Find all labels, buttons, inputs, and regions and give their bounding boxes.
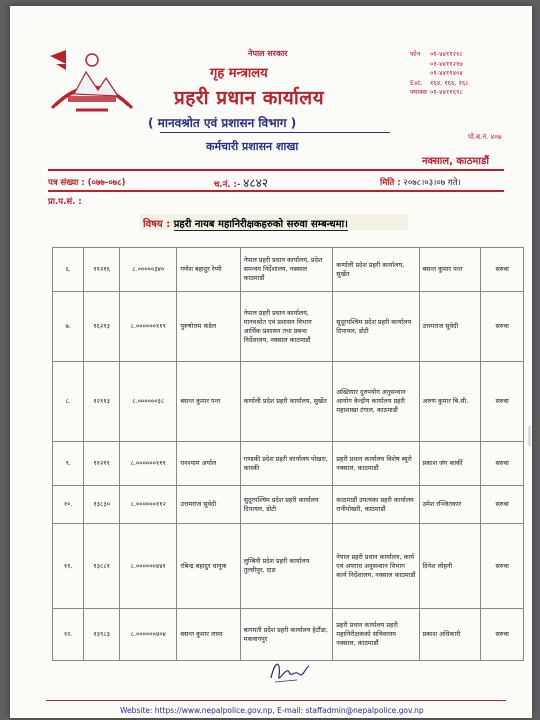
government-name: नेपाल सरकार xyxy=(248,49,288,58)
cell-sn: ९. xyxy=(53,442,84,486)
contact-value: ०१-४४११२१७ xyxy=(430,59,463,68)
pps-label: प्रा.प.सं. : xyxy=(48,197,82,207)
cell-from: नेपाल प्रहरी प्रधान कार्यालय, मानवश्रोत एवं प्रशासन विभाग आर्थिक प्रशासन तथा प्रबन्ध निर्देशालय, नक्साल काठमाडौं xyxy=(240,292,333,362)
cell-to: अख्तियार दुरुपयोग अनुसन्धान आयोग केन्द्रीय कार्यालय प्रहरी महाशाखा टंगाल, काठमाडौं xyxy=(333,362,419,442)
cell-to: काठमाडौं उपत्यका प्रहरी कार्यालय रानीपोखरी, काठमाडौं xyxy=(333,486,419,524)
cell-from: कर्णाली प्रदेश प्रहरी कार्यालय, सुर्खेत xyxy=(240,362,333,442)
subject-text: प्रहरी नायब महानिरीक्षकहरुको सरुवा सम्बन्धमा। xyxy=(173,219,348,230)
cell-code: ८.००००००११९ xyxy=(120,292,177,362)
footer-contact: Website: https://www.nepalpolice.gov.np, E-mail: staffadmin@nepalpolice.gov.np xyxy=(120,706,424,715)
cell-from: लुम्बिनी प्रदेश प्रहरी कार्यालय तुल्सीपुर, दाङ xyxy=(240,524,333,609)
cell-name: पुरुषोत्तम कंडेल xyxy=(177,292,240,362)
table-row xyxy=(53,609,524,661)
contact-row xyxy=(410,88,469,98)
table-row xyxy=(53,292,524,362)
table-row xyxy=(53,442,524,486)
contact-value: १६४, १६६, १६८ xyxy=(430,78,469,87)
footer-divider xyxy=(46,700,506,701)
cell-by: बसन्त कुमार पन्त xyxy=(419,248,481,292)
po-box: पो.ब.नं. ४०७ xyxy=(468,133,502,141)
subject-line xyxy=(143,216,348,230)
contact-label: Ext. xyxy=(410,78,423,87)
cell-status: सरुवा xyxy=(481,442,524,486)
division-name: ( मानवश्रोत एवं प्रशासन विभाग ) xyxy=(148,116,297,130)
signature-icon xyxy=(267,656,311,686)
letter-page xyxy=(10,6,532,718)
contact-value: ०१-४४११६९८ xyxy=(430,88,463,96)
cell-id: १३८३० xyxy=(84,486,120,524)
ministry-name: गृह मन्त्रालय xyxy=(210,66,268,81)
cell-name: घनश्याम अर्याल xyxy=(177,442,240,486)
cell-code: ८.००००००११९ xyxy=(120,442,177,486)
cell-from: सुदूरपश्चिम प्रदेश प्रहरी कार्यालय दिपायल, डोटी xyxy=(240,486,333,524)
cell-id: १६२१३ xyxy=(84,292,120,362)
cell-sn: १०. xyxy=(53,486,84,524)
contact-row xyxy=(410,79,469,89)
cell-status: सरुवा xyxy=(481,486,524,524)
cell-from: नेपाल प्रहरी प्रधान कार्यालय, प्रदेश समन्वय निर्देशालय, नक्साल काठमाडौं xyxy=(240,248,333,292)
cell-id: १३८८१ xyxy=(84,524,120,609)
cell-id: ११२१६ xyxy=(84,248,120,292)
cell-sn: ७. xyxy=(53,292,84,362)
contact-label: फ्याक्स xyxy=(410,88,427,96)
meta-divider xyxy=(48,190,504,192)
subject-label: विषय : xyxy=(143,219,171,230)
contact-value: ०१-४४११४०४ xyxy=(430,69,463,77)
cell-to: कर्णाली प्रदेश प्रहरी कार्यालय, सुर्खेत xyxy=(333,248,419,292)
header-divider xyxy=(48,169,504,171)
transfer-table xyxy=(52,247,524,661)
cell-to: प्रहरी प्रधान कार्यालय प्रहरी महानिरीक्षकको सचिवालय नक्साल, काठमाडौं xyxy=(333,609,419,661)
table-row xyxy=(53,524,524,609)
cell-name: रबिन्द्र बहादुर धानुक xyxy=(177,524,240,609)
cell-to: प्रहरी प्रधान कार्यालय विशेष ब्यूरो नक्साल, काठमाडौं xyxy=(333,442,419,486)
cell-name: बसन्त कुमार लामा xyxy=(177,609,240,661)
cell-status: सरुवा xyxy=(481,248,524,292)
table-row xyxy=(53,486,524,524)
letter-date: मिति : २०७८।०३।०७ गते। xyxy=(380,178,461,188)
cell-sn: ८. xyxy=(53,362,84,442)
cell-code: ८.००००००४०४ xyxy=(120,609,177,661)
cell-by: अरुण कुमार बि.सी. xyxy=(419,362,481,442)
cell-id: १३९८३ xyxy=(84,609,120,661)
contact-block xyxy=(410,50,469,98)
cell-sn: १२. xyxy=(53,609,84,661)
cell-status: सरुवा xyxy=(481,609,524,661)
cell-by: उत्तमराज सुवेदी xyxy=(419,292,481,362)
dispatch-number: च.नं. :- ४८४२ xyxy=(214,176,269,190)
cell-status: सरुवा xyxy=(481,292,524,362)
cell-code: ८.००००००११२ xyxy=(120,486,177,524)
cell-status: सरुवा xyxy=(481,524,524,609)
division-divider xyxy=(160,132,390,133)
cell-by: प्रकाश जंग कार्की xyxy=(419,442,481,486)
page-fold-mark xyxy=(528,426,531,446)
cell-to: नेपाल प्रहरी प्रधान कार्यालय, कार्य एवं अपराध अनुसन्धान विभाग कार्य निर्देशालय, नक्साल काठमाडौं xyxy=(333,524,419,609)
contact-value: ०१-४४११२१८ xyxy=(430,50,463,58)
cell-sn: ११. xyxy=(53,524,84,609)
contact-row xyxy=(410,69,469,79)
table-row xyxy=(53,362,524,442)
contact-row xyxy=(410,50,469,60)
cell-name: उत्तमराज सुवेदी xyxy=(177,486,240,524)
cell-from: बागमती प्रदेश प्रहरी कार्यालय हेटौंडा, मकवानपुर xyxy=(240,609,333,661)
cell-by: दिनेश लोहनी xyxy=(419,524,481,609)
cell-to: सुदूरपश्चिम प्रदेश प्रहरी कार्यालय दिपायल, डोटी xyxy=(333,292,419,362)
table-row xyxy=(53,248,524,292)
cell-by: उमेश रञ्जितकार xyxy=(419,486,481,524)
cell-code: ८.०००००३४० xyxy=(120,248,177,292)
nepal-emblem-icon xyxy=(46,46,138,118)
cell-status: सरुवा xyxy=(481,362,524,442)
contact-label: फोन xyxy=(410,50,421,58)
office-name: प्रहरी प्रधान कार्यालय xyxy=(174,87,325,109)
cell-code: ८.००००००३८ xyxy=(120,362,177,442)
contact-row xyxy=(410,60,469,70)
ref-label: पत्र संख्या : (०७७-०७८) xyxy=(48,178,126,188)
section-name: कर्मचारी प्रशासन शाखा xyxy=(206,140,299,153)
cell-id: १२११३ xyxy=(84,362,120,442)
cell-by: प्रकाश अधिकारी xyxy=(419,609,481,661)
cell-sn: ६. xyxy=(53,248,84,292)
cell-id: ११२११ xyxy=(84,442,120,486)
cell-name: गणेश बहादुर रेग्मी xyxy=(177,248,240,292)
cell-code: ८.००००००४४१ xyxy=(120,524,177,609)
cell-name: बसन्त कुमार पन्त xyxy=(177,362,240,442)
office-address: नक्साल, काठमाडौं xyxy=(422,156,489,167)
cell-from: गण्डकी प्रदेश प्रहरी कार्यालय पोखरा, कास्की xyxy=(240,442,333,486)
